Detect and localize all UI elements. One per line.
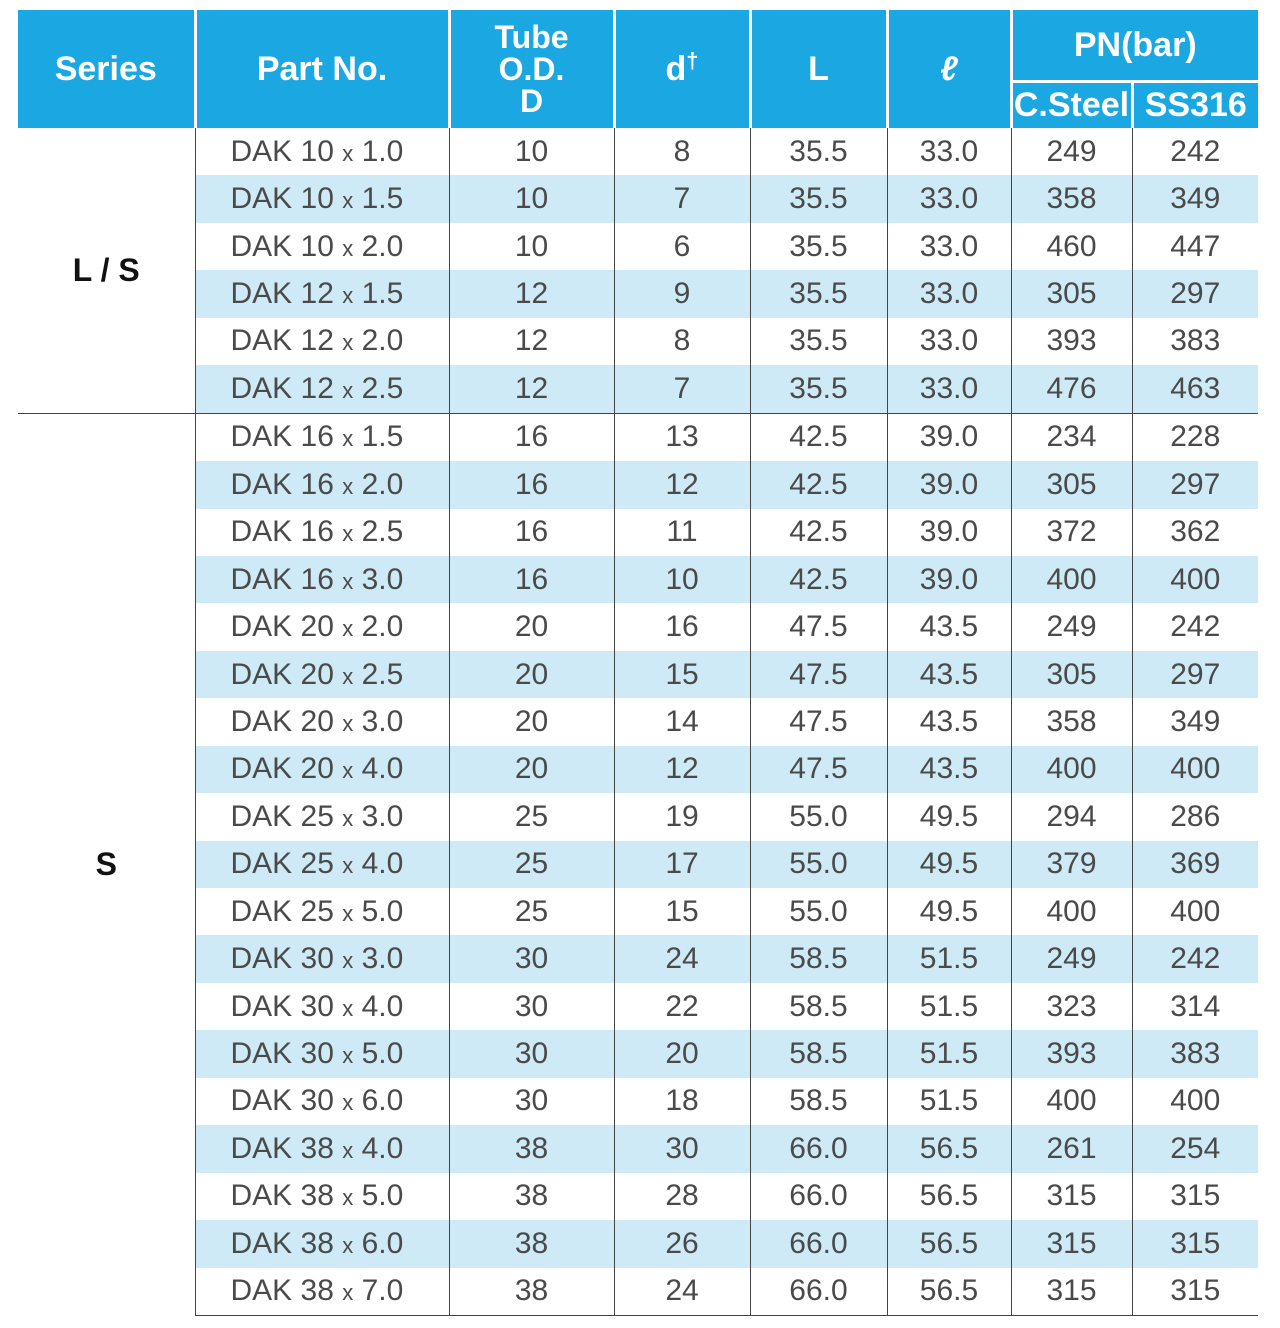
part-separator: x [342,1232,354,1258]
length-cell: 55.0 [750,888,887,935]
length-cell: 58.5 [750,1030,887,1077]
part-size: 3.0 [361,704,404,738]
table-row [18,983,1258,1030]
tube-od-cell: 20 [449,746,614,793]
pn-csteel-cell: 315 [1011,1268,1132,1316]
length-cell: 58.5 [750,983,887,1030]
part-size: 5.0 [361,894,404,928]
header-tube-line: O.D. [498,51,565,87]
l-cell: 33.0 [887,270,1011,317]
tube-od-cell: 38 [449,1268,614,1316]
part-no-cell [195,698,449,745]
part-no-cell [195,318,449,365]
part-no-cell [195,365,449,413]
part-size: 4.0 [361,752,404,786]
part-size: 5.0 [361,1037,404,1071]
bore-cell: 15 [614,651,750,698]
pn-ss316-cell: 242 [1170,610,1221,644]
table-row [18,793,1258,840]
bore-cell: 20 [614,1030,750,1077]
pn-csteel-cell: 358 [1011,175,1132,222]
l-cell: 49.5 [887,793,1011,840]
part-separator: x [342,426,354,452]
header-d-label: d [665,50,687,88]
part-prefix: DAK 12 [230,371,334,405]
part-prefix: DAK 10 [230,229,334,263]
part-separator: x [342,948,354,974]
length-cell: 66.0 [750,1125,887,1172]
part-size: 6.0 [361,1226,404,1260]
length-cell: 35.5 [750,318,887,365]
part-no-cell [195,746,449,793]
pn-csteel-cell: 261 [1011,1125,1132,1172]
length-cell: 42.5 [750,509,887,556]
tube-od-cell: 16 [449,461,614,508]
length-cell: 66.0 [750,1173,887,1220]
header-tube-od [449,10,614,128]
bore-cell: 26 [614,1220,750,1267]
header-l: ℓ [887,10,1011,128]
part-separator: x [342,710,354,736]
pn-ss316-cell: 447 [1170,229,1221,263]
length-cell: 35.5 [750,175,887,222]
part-no-cell [195,1268,449,1316]
tube-od-cell: 20 [449,651,614,698]
pn-csteel-cell: 358 [1011,698,1132,745]
l-cell: 49.5 [887,841,1011,888]
header-tube-line: D [519,83,544,119]
part-no-cell [195,461,449,508]
part-prefix: DAK 16 [230,467,334,501]
table-row [18,461,1258,508]
part-separator: x [342,330,354,356]
l-cell: 56.5 [887,1268,1011,1316]
bore-cell: 16 [614,603,750,650]
pn-csteel-cell: 315 [1011,1220,1132,1267]
part-separator: x [342,805,354,831]
tube-od-cell: 30 [449,1030,614,1077]
bore-cell: 24 [614,1268,750,1316]
l-cell: 51.5 [887,983,1011,1030]
part-no-cell [195,603,449,650]
header-tube-line: Tube [494,19,569,55]
part-prefix: DAK 12 [230,277,334,311]
part-size: 2.0 [361,229,404,263]
pn-ss316-cell: 349 [1170,704,1221,738]
pn-csteel-cell: 323 [1011,983,1132,1030]
l-cell: 51.5 [887,1030,1011,1077]
tube-od-cell: 10 [449,175,614,222]
header-d [614,10,750,128]
l-cell: 33.0 [887,318,1011,365]
part-prefix: DAK 30 [230,989,334,1023]
table-row [18,1078,1258,1125]
part-prefix: DAK 16 [230,515,334,549]
part-separator: x [342,758,354,784]
part-prefix: DAK 10 [230,182,334,216]
l-cell: 56.5 [887,1173,1011,1220]
pn-ss316-cell: 400 [1170,1084,1221,1118]
part-separator: x [342,1280,354,1306]
bore-cell: 30 [614,1125,750,1172]
part-size: 2.5 [361,515,404,549]
l-cell: 49.5 [887,888,1011,935]
pn-csteel-cell: 315 [1011,1173,1132,1220]
part-no-cell [195,509,449,556]
part-prefix: DAK 38 [230,1274,334,1308]
table-row [18,365,1258,413]
part-separator: x [342,1043,354,1069]
tube-od-cell: 20 [449,603,614,650]
pn-csteel-cell: 393 [1011,1030,1132,1077]
l-cell: 39.0 [887,556,1011,603]
tube-od-cell: 16 [449,413,614,461]
tube-od-cell: 10 [449,128,614,175]
length-cell: 47.5 [750,651,887,698]
part-size: 4.0 [361,1131,404,1165]
series-cell: S [18,413,195,1315]
pn-csteel-cell: 249 [1011,935,1132,982]
part-prefix: DAK 30 [230,1037,334,1071]
table-row [18,413,1258,461]
pn-ss316-cell: 314 [1170,989,1221,1023]
part-size: 7.0 [361,1274,404,1308]
pn-csteel-cell: 379 [1011,841,1132,888]
pn-ss316-cell: 463 [1132,365,1258,413]
tube-od-cell: 30 [449,983,614,1030]
tube-od-cell: 16 [449,509,614,556]
bore-cell: 15 [614,888,750,935]
pn-csteel-cell: 372 [1011,509,1132,556]
part-size: 3.0 [361,562,404,596]
length-cell: 47.5 [750,746,887,793]
length-cell: 66.0 [750,1220,887,1267]
part-size: 3.0 [361,942,404,976]
part-no-cell [195,1125,449,1172]
pn-ss316-cell: 315 [1132,1220,1258,1267]
part-no-cell [195,270,449,317]
tube-od-cell: 38 [449,1125,614,1172]
table-row [18,175,1258,222]
length-cell: 47.5 [750,698,887,745]
l-cell: 33.0 [887,365,1011,413]
tube-od-cell: 25 [449,793,614,840]
bore-cell: 7 [614,365,750,413]
l-cell: 43.5 [887,746,1011,793]
table-row [18,318,1258,365]
tube-od-cell: 30 [449,1078,614,1125]
part-size: 2.5 [361,657,404,691]
length-cell: 55.0 [750,793,887,840]
part-size: 1.5 [361,420,404,454]
part-separator: x [342,663,354,689]
table-row [18,888,1258,935]
length-cell: 35.5 [750,223,887,270]
bore-cell: 11 [614,509,750,556]
part-separator: x [342,616,354,642]
table-row [18,270,1258,317]
l-cell: 33.0 [887,175,1011,222]
bore-cell: 14 [614,698,750,745]
part-no-cell [195,983,449,1030]
pn-csteel-cell: 400 [1011,1078,1132,1125]
pn-ss316-cell: 315 [1132,1268,1258,1316]
table-row [18,698,1258,745]
pn-ss316-cell: 297 [1132,461,1258,508]
table-row [18,746,1258,793]
part-prefix: DAK 30 [230,942,334,976]
bore-cell: 10 [614,556,750,603]
part-prefix: DAK 20 [230,704,334,738]
part-prefix: DAK 20 [230,610,334,644]
part-prefix: DAK 38 [230,1226,334,1260]
part-prefix: DAK 25 [230,847,334,881]
part-separator: x [342,140,354,166]
part-size: 2.0 [361,467,404,501]
l-cell: 56.5 [887,1220,1011,1267]
part-prefix: DAK 38 [230,1179,334,1213]
pn-csteel-cell: 305 [1011,461,1132,508]
part-size: 2.0 [361,610,404,644]
header-series: Series [18,10,195,128]
pn-ss316-cell: 228 [1170,420,1221,454]
header-part-no: Part No. [195,10,449,128]
bore-cell: 7 [614,175,750,222]
bore-cell: 12 [614,746,750,793]
table-header [18,10,1258,128]
part-size: 3.0 [361,799,404,833]
part-no-cell [195,128,449,175]
part-separator: x [342,1137,354,1163]
length-cell: 58.5 [750,1078,887,1125]
bore-cell: 22 [614,983,750,1030]
part-size: 2.0 [361,324,404,358]
length-cell: 55.0 [750,841,887,888]
part-no-cell [195,1220,449,1267]
pn-ss316-cell: 242 [1132,935,1258,982]
pn-ss316-cell: 297 [1132,651,1258,698]
tube-od-cell: 12 [449,365,614,413]
part-no-cell [195,935,449,982]
part-no-cell [195,223,449,270]
table-row [18,651,1258,698]
part-no-cell [195,841,449,888]
part-no-cell [195,888,449,935]
pn-csteel-cell: 400 [1011,746,1132,793]
length-cell: 66.0 [750,1268,887,1316]
pn-csteel-cell: 400 [1011,556,1132,603]
part-no-cell [195,556,449,603]
part-separator: x [342,377,354,403]
table-row [18,1268,1258,1316]
part-separator: x [342,283,354,309]
header-csteel: C.Steel [1011,81,1132,128]
tube-od-cell: 30 [449,935,614,982]
table-row [18,1125,1258,1172]
tube-od-cell: 38 [449,1220,614,1267]
pn-ss316-cell: 242 [1170,134,1221,168]
l-cell: 33.0 [887,128,1011,175]
part-no-cell [195,1030,449,1077]
pn-csteel-cell: 249 [1011,603,1132,650]
header-L: L [750,10,887,128]
part-prefix: DAK 16 [230,562,334,596]
bore-cell: 28 [614,1173,750,1220]
part-prefix: DAK 30 [230,1084,334,1118]
part-size: 1.5 [361,182,404,216]
table-row [18,1220,1258,1267]
length-cell: 42.5 [750,461,887,508]
length-cell: 35.5 [750,365,887,413]
tube-od-cell: 16 [449,556,614,603]
table-body [18,128,1258,1315]
length-cell: 42.5 [750,556,887,603]
pn-csteel-cell: 249 [1011,128,1132,175]
l-cell: 43.5 [887,698,1011,745]
dagger-mark: † [686,48,699,73]
part-separator: x [342,1185,354,1211]
part-separator: x [342,1090,354,1116]
part-prefix: DAK 16 [230,420,334,454]
part-separator: x [342,853,354,879]
part-no-cell [195,651,449,698]
part-no-cell [195,175,449,222]
pn-ss316-cell: 400 [1132,556,1258,603]
pn-ss316-cell: 362 [1170,515,1221,549]
part-prefix: DAK 25 [230,799,334,833]
pn-csteel-cell: 400 [1011,888,1132,935]
part-size: 1.5 [361,277,404,311]
header-pn: PN(bar) [1011,10,1258,81]
part-separator: x [342,473,354,499]
pn-ss316-cell: 369 [1132,841,1258,888]
tube-od-cell: 25 [449,841,614,888]
tube-od-cell: 12 [449,270,614,317]
l-cell: 39.0 [887,413,1011,461]
tube-od-cell: 20 [449,698,614,745]
table-row [18,1030,1258,1077]
bore-cell: 9 [614,270,750,317]
l-cell: 39.0 [887,461,1011,508]
series-cell: L / S [18,128,195,413]
table-row [18,509,1258,556]
pn-csteel-cell: 305 [1011,651,1132,698]
tube-od-cell: 38 [449,1173,614,1220]
part-size: 5.0 [361,1179,404,1213]
table-row [18,603,1258,650]
bore-cell: 18 [614,1078,750,1125]
part-prefix: DAK 10 [230,134,334,168]
pn-ss316-cell: 297 [1132,270,1258,317]
l-cell: 33.0 [887,223,1011,270]
pn-ss316-cell: 254 [1132,1125,1258,1172]
part-separator: x [342,568,354,594]
pn-csteel-cell: 305 [1011,270,1132,317]
part-prefix: DAK 20 [230,657,334,691]
l-cell: 56.5 [887,1125,1011,1172]
table-row [18,128,1258,175]
table-row [18,935,1258,982]
part-separator: x [342,188,354,214]
bore-cell: 6 [614,223,750,270]
l-cell: 51.5 [887,935,1011,982]
pn-csteel-cell: 460 [1011,223,1132,270]
part-prefix: DAK 25 [230,894,334,928]
pn-ss316-cell: 383 [1170,324,1221,358]
part-no-cell [195,413,449,461]
part-size: 6.0 [361,1084,404,1118]
part-separator: x [342,995,354,1021]
length-cell: 35.5 [750,128,887,175]
part-prefix: DAK 38 [230,1131,334,1165]
length-cell: 58.5 [750,935,887,982]
length-cell: 47.5 [750,603,887,650]
tube-od-cell: 25 [449,888,614,935]
bore-cell: 8 [614,128,750,175]
l-cell: 43.5 [887,651,1011,698]
pn-ss316-cell: 315 [1170,1179,1221,1213]
pn-csteel-cell: 234 [1011,413,1132,461]
table-row [18,1173,1258,1220]
part-no-cell [195,1078,449,1125]
part-size: 1.0 [361,134,404,168]
spec-table [18,10,1258,1316]
table-row [18,223,1258,270]
l-cell: 39.0 [887,509,1011,556]
bore-cell: 13 [614,413,750,461]
part-size: 4.0 [361,989,404,1023]
pn-ss316-cell: 383 [1132,1030,1258,1077]
length-cell: 35.5 [750,270,887,317]
tube-od-cell: 12 [449,318,614,365]
part-separator: x [342,521,354,547]
part-no-cell [195,1173,449,1220]
bore-cell: 24 [614,935,750,982]
part-no-cell [195,793,449,840]
pn-csteel-cell: 476 [1011,365,1132,413]
pn-csteel-cell: 294 [1011,793,1132,840]
part-size: 2.5 [361,371,404,405]
pn-ss316-cell: 349 [1132,175,1258,222]
part-separator: x [342,235,354,261]
part-separator: x [342,900,354,926]
table-row [18,556,1258,603]
pn-ss316-cell: 400 [1132,746,1258,793]
bore-cell: 17 [614,841,750,888]
bore-cell: 12 [614,461,750,508]
part-prefix: DAK 12 [230,324,334,358]
l-cell: 43.5 [887,603,1011,650]
tube-od-cell: 10 [449,223,614,270]
bore-cell: 8 [614,318,750,365]
l-cell: 51.5 [887,1078,1011,1125]
length-cell: 42.5 [750,413,887,461]
pn-ss316-cell: 286 [1170,799,1221,833]
part-prefix: DAK 20 [230,752,334,786]
bore-cell: 19 [614,793,750,840]
pn-csteel-cell: 393 [1011,318,1132,365]
header-ss316: SS316 [1132,81,1258,128]
table-row [18,841,1258,888]
pn-ss316-cell: 400 [1170,894,1221,928]
part-size: 4.0 [361,847,404,881]
